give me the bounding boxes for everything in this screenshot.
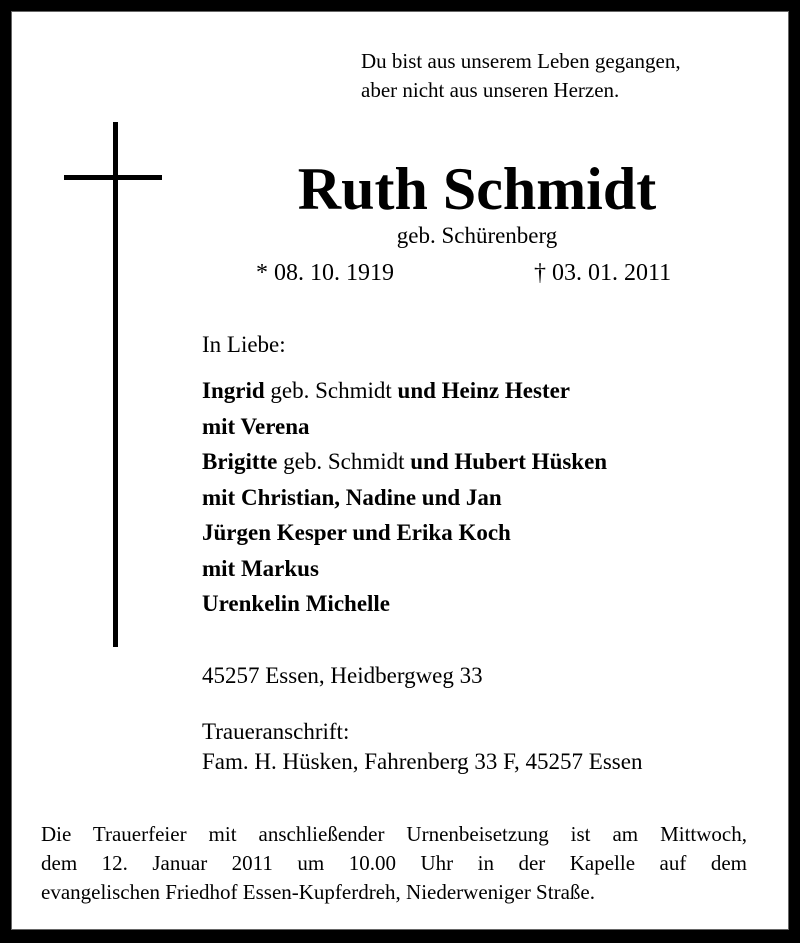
ceremony-line: Die Trauerfeier mit anschließender Urnenbeisetzung ist am Mittwoch, xyxy=(41,822,747,846)
obituary-notice xyxy=(11,11,789,930)
mourners-list xyxy=(202,373,607,622)
motto-line-1: Du bist aus unserem Leben gegangen, xyxy=(361,49,681,73)
ceremony-line: dem 12. Januar 2011 um 10.00 Uhr in der Kapelle auf dem xyxy=(41,851,747,875)
mourner-note: geb. Schmidt xyxy=(264,378,398,403)
motto-quote xyxy=(361,47,681,105)
mourner-line: mit Verena xyxy=(202,413,310,439)
mourner-name: und Heinz Hester xyxy=(397,378,571,403)
mourners-intro: In Liebe: xyxy=(202,332,286,357)
mourner-line: mit Markus xyxy=(202,555,319,581)
mourner-line xyxy=(202,444,607,480)
motto-line-2: aber nicht aus unseren Herzen. xyxy=(361,78,620,102)
ceremony-details xyxy=(41,820,747,907)
mourner-name: Ingrid xyxy=(202,378,265,403)
mourner-line: mit Christian, Nadine und Jan xyxy=(202,484,502,510)
maiden-name: geb. Schürenberg xyxy=(396,223,558,248)
deceased-name: Ruth Schmidt xyxy=(297,156,657,222)
mourner-name: Brigitte xyxy=(202,449,278,474)
home-address: 45257 Essen, Heidbergweg 33 xyxy=(202,663,483,688)
mourner-line: Urenkelin Michelle xyxy=(202,591,391,616)
death-date: † 03. 01. 2011 xyxy=(534,260,672,286)
mourner-note: geb. Schmidt xyxy=(277,449,411,474)
ceremony-line: evangelischen Friedhof Essen-Kupferdreh, Niederweniger Straße. xyxy=(41,880,595,904)
birth-date: * 08. 10. 1919 xyxy=(256,260,394,286)
mourner-line xyxy=(202,373,607,409)
mourning-address: Fam. H. Hüsken, Fahrenberg 33 F, 45257 Essen xyxy=(202,749,643,774)
mourner-line: Jürgen Kesper und Erika Koch xyxy=(202,520,511,545)
mourning-address-label: Traueranschrift: xyxy=(202,719,350,744)
mourner-name: und Hubert Hüsken xyxy=(410,449,608,474)
